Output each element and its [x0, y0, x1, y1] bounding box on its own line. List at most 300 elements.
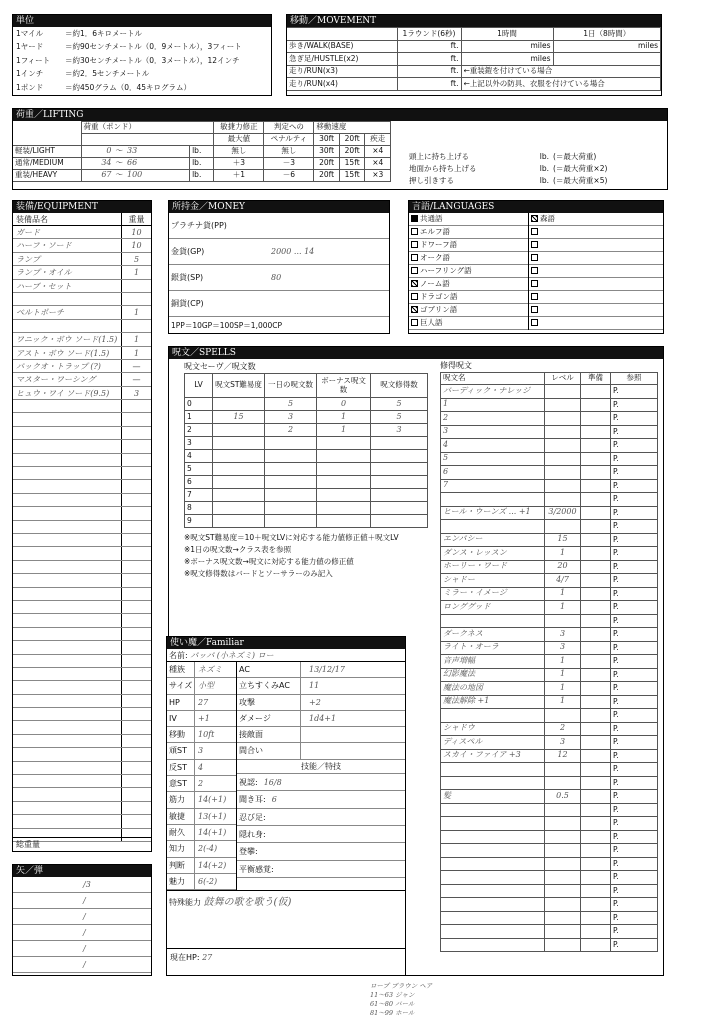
learned-prep: [581, 776, 611, 790]
spell-note: ※呪文修得数はバードとソーサラーのみ記入: [184, 569, 333, 578]
equipment-weight: [121, 802, 151, 814]
learned-level: [545, 385, 581, 399]
learned-prep: [581, 601, 611, 615]
arrow-row: [13, 925, 151, 941]
learned-level: 1: [545, 601, 581, 615]
learned-row: [441, 763, 658, 777]
equipment-weight: [121, 293, 151, 305]
spell-day: [265, 437, 317, 450]
equipment-weight: [121, 815, 151, 827]
learned-prep: [581, 533, 611, 547]
learned-page: P.: [611, 898, 658, 912]
learned-level: 3/2000: [545, 506, 581, 520]
learned-name: [441, 803, 545, 817]
spell-bonus: 0: [317, 398, 371, 411]
learned-row: [441, 412, 658, 426]
language-item[interactable]: [409, 226, 528, 239]
spell-lv: 9: [185, 515, 213, 528]
familiar-combat-value: 13/12/17: [309, 665, 345, 674]
lifting-range: [81, 170, 190, 182]
checkbox-icon[interactable]: [531, 293, 538, 300]
learned-page: P.: [611, 452, 658, 466]
checkbox-icon[interactable]: [411, 241, 418, 248]
familiar-hp-value: 27: [202, 953, 213, 963]
language-item[interactable]: [529, 226, 663, 239]
checkbox-icon[interactable]: [411, 319, 418, 326]
learned-prep: [581, 749, 611, 763]
learned-page: P.: [611, 938, 658, 952]
language-item[interactable]: [409, 304, 528, 317]
familiar-skill-row: [237, 861, 405, 878]
arrow-row: [13, 909, 151, 925]
familiar-stat-label: HP: [167, 695, 195, 710]
checkbox-icon[interactable]: [531, 215, 538, 222]
language-item[interactable]: [529, 304, 663, 317]
learned-row: [441, 830, 658, 844]
learned-page: P.: [611, 587, 658, 601]
lifting-pen: －3: [264, 158, 314, 170]
movement-label: 走り/RUN(x4): [287, 78, 397, 91]
equipment-row: [13, 387, 151, 400]
equipment-row: [13, 601, 151, 614]
equipment-weight: 3: [121, 387, 151, 399]
checkbox-icon[interactable]: [531, 241, 538, 248]
learned-prep: [581, 736, 611, 750]
learned-name: [441, 709, 545, 723]
equipment-weight: [121, 708, 151, 720]
familiar-skill-value: 6: [271, 795, 277, 805]
learned-level: [545, 830, 581, 844]
equipment-name: [13, 708, 121, 720]
spell-bonus: [317, 463, 371, 476]
familiar-skill-value: [258, 847, 264, 856]
familiar-stat-value: 6(-2): [198, 876, 218, 886]
learned-prep: [581, 722, 611, 736]
lifting-s30: 20ft: [314, 158, 340, 170]
equipment-title: 装備/EQUIPMENT: [13, 201, 151, 213]
checkbox-icon[interactable]: [411, 293, 418, 300]
learned-level: 12: [545, 749, 581, 763]
language-item[interactable]: [409, 265, 528, 278]
learned-name: 髪: [441, 790, 545, 804]
movement-note: ←重装鎧を付けている場合: [461, 65, 661, 78]
spells-title: 呪文／SPELLS: [169, 347, 663, 359]
units-unit: 1ヤード: [16, 42, 44, 52]
learned-name: ディスペル: [441, 736, 545, 750]
movement-label: 急ぎ足/HUSTLE(x2): [287, 53, 397, 66]
learned-level: 1: [545, 587, 581, 601]
checkbox-icon[interactable]: [411, 280, 418, 287]
learned-page: P.: [611, 479, 658, 493]
familiar-stat-row: [167, 662, 236, 678]
spell-row: [185, 411, 428, 424]
equipment-name: [13, 815, 121, 827]
lifting-s30-header: 30ft: [314, 134, 340, 146]
units-row: [13, 81, 271, 94]
learned-row: [441, 871, 658, 885]
footer-note: 81〜99 ホール: [370, 1009, 415, 1017]
language-item[interactable]: [409, 252, 528, 265]
equipment-name: ハーブ・セット: [16, 281, 72, 291]
checkbox-icon[interactable]: [411, 215, 418, 222]
learned-name: [441, 938, 545, 952]
equipment-row: [13, 413, 151, 426]
spell-st: [213, 476, 265, 489]
learned-level: 3: [545, 736, 581, 750]
equipment-weight: [121, 534, 151, 546]
equipment-name: [13, 788, 121, 800]
learned-page: P.: [611, 641, 658, 655]
language-item[interactable]: [409, 317, 528, 330]
equipment-row: [13, 253, 151, 266]
movement-day: miles: [553, 40, 661, 53]
equipment-name: [13, 775, 121, 787]
learned-row: [441, 520, 658, 534]
checkbox-icon[interactable]: [411, 306, 418, 313]
languages-list: [409, 213, 529, 330]
learned-prep: [581, 506, 611, 520]
equipment-row: [13, 347, 151, 360]
learned-row: [441, 506, 658, 520]
equipment-row: [13, 735, 151, 748]
familiar-combat-label: 間合い: [237, 743, 301, 758]
lifting-unit: lb.: [190, 146, 214, 158]
spell-note: ※ボーナス呪文数→呪文に対応する能力値の修正値: [184, 557, 354, 566]
learned-name: [441, 763, 545, 777]
equipment-name: [13, 601, 121, 613]
language-item[interactable]: [529, 252, 663, 265]
equipment-col-weight: 重量: [121, 213, 151, 225]
spell-bonus: 1: [317, 424, 371, 437]
equipment-name: アスト・ボウ ソード(1.5): [16, 348, 110, 358]
familiar-stat-row: [167, 760, 236, 776]
checkbox-icon[interactable]: [531, 280, 538, 287]
equipment-weight: [121, 467, 151, 479]
lifting-to: 33: [127, 146, 138, 156]
learned-row: [441, 574, 658, 588]
familiar-combat-row: [237, 727, 405, 743]
movement-section: [286, 14, 662, 96]
learned-name: ライト・オーラ: [441, 641, 545, 655]
spell-bonus: 1: [317, 411, 371, 424]
learned-row: [441, 493, 658, 507]
familiar-stat-value: 2(-4): [198, 844, 218, 854]
spell-learned: [371, 463, 428, 476]
arrows-title: 矢／弾: [13, 865, 151, 877]
learned-row: [441, 533, 658, 547]
money-title: 所持金／MONEY: [169, 201, 389, 213]
checkbox-icon[interactable]: [411, 254, 418, 261]
learned-prep: [581, 385, 611, 399]
familiar-name-label: 名前:: [169, 651, 188, 660]
learned-row: [441, 439, 658, 453]
spell-save-section: [184, 361, 428, 580]
lifting-side-row: [409, 175, 665, 187]
lifting-side-row: [409, 151, 665, 163]
learned-name: バーディック・ナレッジ: [441, 385, 545, 399]
equipment-name: [13, 454, 121, 466]
learned-name: ダンス・レッスン: [441, 547, 545, 561]
learned-page: P.: [611, 668, 658, 682]
learned-page: P.: [611, 884, 658, 898]
language-label: ノーム語: [420, 279, 450, 288]
units-unit: 1マイル: [16, 29, 44, 38]
checkbox-icon[interactable]: [411, 228, 418, 235]
language-item[interactable]: [409, 278, 528, 291]
lifting-side-list: [409, 151, 665, 187]
equipment-weight: [121, 628, 151, 640]
learned-row: [441, 803, 658, 817]
lifting-agi: ＋1: [214, 170, 264, 182]
learned-row: [441, 560, 658, 574]
equipment-weight: 1: [121, 306, 151, 318]
equipment-name: ワニック・ボウ ソード(1.5): [16, 335, 118, 345]
learned-name: ホーリー・ワード: [441, 560, 545, 574]
learned-row: [441, 452, 658, 466]
checkbox-icon[interactable]: [531, 267, 538, 274]
learned-row: [441, 628, 658, 642]
learned-level: [545, 520, 581, 534]
equipment-row: [13, 614, 151, 627]
lifting-agi-header: 敏捷力修正: [214, 122, 264, 134]
lifting-title: 荷重／LIFTING: [13, 109, 667, 121]
movement-col-hour: 1時間: [461, 28, 553, 41]
equipment-row: [13, 721, 151, 734]
equipment-name: [13, 467, 121, 479]
language-item[interactable]: [529, 317, 663, 330]
units-unit: 1フィート: [16, 55, 51, 65]
equipment-name: パックオ・トラップ (?): [16, 361, 101, 371]
familiar-special-value: 鼓舞の歌を歌う(仮): [203, 897, 292, 909]
equipment-row: [13, 561, 151, 574]
spell-day: [265, 476, 317, 489]
equipment-name: [13, 588, 121, 600]
familiar-stat-label: 移動: [167, 727, 195, 742]
lifting-row: [13, 146, 391, 158]
checkbox-icon[interactable]: [531, 254, 538, 261]
language-item[interactable]: [529, 278, 663, 291]
checkbox-icon[interactable]: [531, 228, 538, 235]
spell-lv: 5: [185, 463, 213, 476]
learned-name: 幻影魔法: [441, 668, 545, 682]
equipment-row: [13, 507, 151, 520]
learned-prep: [581, 574, 611, 588]
spell-row: [185, 437, 428, 450]
learned-row: [441, 425, 658, 439]
equipment-weight: [121, 775, 151, 787]
spell-lv: 7: [185, 489, 213, 502]
equipment-name: [13, 721, 121, 733]
checkbox-icon[interactable]: [531, 319, 538, 326]
familiar-special-label: 特殊能力: [169, 898, 201, 908]
language-item[interactable]: [529, 265, 663, 278]
spell-row: [185, 515, 428, 528]
learned-row: [441, 911, 658, 925]
learned-prep: [581, 871, 611, 885]
lifting-run: ×3: [365, 170, 391, 182]
familiar-combat-label: 接敵面: [237, 727, 301, 742]
footer-notes: [370, 982, 490, 1018]
learned-level: [545, 709, 581, 723]
familiar-combat-value: +2: [309, 697, 321, 707]
equipment-name: [13, 534, 121, 546]
equipment-weight: [121, 454, 151, 466]
language-label: エルフ語: [420, 227, 450, 236]
familiar-title: 使い魔／Familiar: [167, 637, 405, 649]
lifting-run-header: 疾走: [365, 134, 391, 146]
learned-level: [545, 425, 581, 439]
movement-row: [287, 40, 661, 53]
familiar-stat-value: 小型: [198, 681, 214, 691]
lifting-row: [13, 170, 391, 182]
footer-note: 61〜80 パール: [370, 1000, 415, 1008]
equipment-row: [13, 628, 151, 641]
familiar-combat-row: [237, 695, 405, 711]
learned-name: [441, 911, 545, 925]
familiar-stat-label: 頑ST: [167, 743, 195, 758]
equipment-row: [13, 306, 151, 319]
learned-prep: [581, 817, 611, 831]
equipment-name: [13, 293, 121, 305]
learned-page: P.: [611, 533, 658, 547]
familiar-section: [166, 636, 406, 976]
equipment-row: [13, 788, 151, 801]
equipment-weight: [121, 641, 151, 653]
spell-day: [265, 463, 317, 476]
spell-st: 15: [213, 411, 265, 424]
learned-row: [441, 925, 658, 939]
checkbox-icon[interactable]: [531, 306, 538, 313]
learned-prep: [581, 452, 611, 466]
learned-row: [441, 776, 658, 790]
money-label: 金貨(GP): [171, 247, 205, 256]
learned-row: [441, 466, 658, 480]
familiar-stat-row: [167, 858, 236, 874]
language-item[interactable]: [409, 291, 528, 304]
spell-day: [265, 450, 317, 463]
equipment-row: [13, 320, 151, 333]
learned-row: [441, 938, 658, 952]
learned-level: 4/7: [545, 574, 581, 588]
equipment-name: ガード: [16, 228, 40, 237]
spell-row: [185, 502, 428, 515]
spell-lv: 0: [185, 398, 213, 411]
equipment-name: [13, 320, 121, 332]
language-item[interactable]: [529, 291, 663, 304]
familiar-skill-label: 登攀:: [239, 847, 258, 857]
familiar-combat-value: 1d4+1: [309, 713, 337, 723]
learned-name: ミラー・イメージ: [441, 587, 545, 601]
learned-page: P.: [611, 601, 658, 615]
equipment-name: [13, 614, 121, 626]
checkbox-icon[interactable]: [411, 267, 418, 274]
learned-name: [441, 776, 545, 790]
equipment-name: ランプ: [16, 254, 40, 264]
learned-page: P.: [611, 722, 658, 736]
spell-save-table: [184, 373, 428, 528]
language-item[interactable]: [409, 239, 528, 252]
learned-prep: [581, 614, 611, 628]
familiar-combat: [237, 662, 405, 760]
spell-lv: 6: [185, 476, 213, 489]
lifting-label: 通常/MEDIUM: [13, 158, 81, 170]
lifting-unit: lb.: [190, 158, 214, 170]
range-tilde: ～: [115, 146, 123, 156]
units-row: [13, 54, 271, 67]
learned-name: [441, 857, 545, 871]
money-value: 80: [271, 273, 282, 282]
lifting-agi: ＋3: [214, 158, 264, 170]
learned-row: [441, 898, 658, 912]
language-item[interactable]: [529, 213, 663, 226]
equipment-row: [13, 454, 151, 467]
learned-page: P.: [611, 560, 658, 574]
movement-row: [287, 53, 661, 66]
language-label: ハーフリング語: [420, 266, 472, 275]
familiar-stat-row: [167, 695, 236, 711]
equipment-row: [13, 333, 151, 346]
arrow-row: [13, 941, 151, 957]
language-label: ドワーフ語: [420, 240, 458, 249]
spell-learned: 3: [371, 424, 428, 437]
equipment-weight: [121, 748, 151, 760]
equipment-weight: [121, 721, 151, 733]
lifting-side-unit: lb.: [539, 164, 549, 173]
arrow-count: /: [83, 912, 86, 921]
learned-page: P.: [611, 466, 658, 480]
learned-page: P.: [611, 655, 658, 669]
lifting-from: 67: [101, 170, 112, 180]
language-item[interactable]: [529, 239, 663, 252]
learned-prep: [581, 425, 611, 439]
lifting-run: ×4: [365, 146, 391, 158]
learned-level: 2: [545, 722, 581, 736]
spell-st: [213, 424, 265, 437]
spell-col-day: 一日の呪文数: [265, 374, 317, 398]
equipment-weight: [121, 762, 151, 774]
learned-page: P.: [611, 817, 658, 831]
arrow-count: /3: [83, 880, 91, 889]
language-label: ゴブリン語: [420, 305, 458, 314]
equipment-row: [13, 668, 151, 681]
learned-prep: [581, 763, 611, 777]
equipment-name: ヒュウ・ワイ ソード(9.5): [16, 388, 110, 398]
equipment-row: [13, 480, 151, 493]
learned-row: [441, 736, 658, 750]
familiar-stat-value: 27: [198, 697, 209, 707]
lifting-s20-header: 20ft: [339, 134, 365, 146]
equipment-weight: [121, 614, 151, 626]
familiar-skill-value: [274, 865, 280, 874]
equipment-name: [13, 655, 121, 667]
lifting-to: 100: [127, 170, 143, 180]
learned-name: [441, 844, 545, 858]
learned-page: P.: [611, 803, 658, 817]
learned-col-level: レベル: [545, 373, 581, 385]
familiar-combat-value: [301, 727, 309, 742]
units-value: ＝約1．6キロメートル: [65, 29, 143, 38]
learned-level: 1: [545, 547, 581, 561]
language-item[interactable]: [409, 213, 528, 226]
learned-page: P.: [611, 520, 658, 534]
lifting-range: [81, 146, 190, 158]
languages-extra-list: [529, 213, 663, 330]
learned-prep: [581, 641, 611, 655]
movement-row: [287, 78, 661, 91]
spell-st: [213, 398, 265, 411]
lifting-side-label: 地面から持ち上げる: [409, 164, 477, 173]
money-list: [169, 213, 389, 317]
